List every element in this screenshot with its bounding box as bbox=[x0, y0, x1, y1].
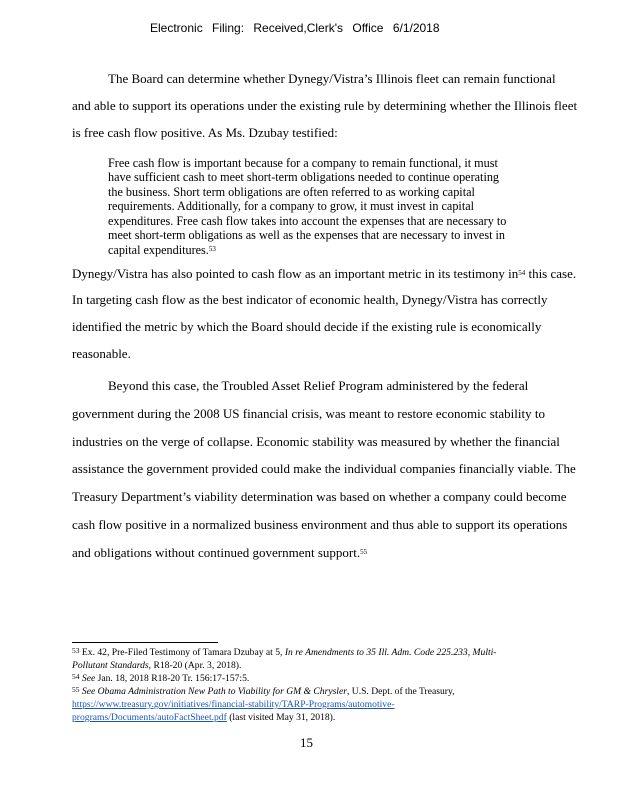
footnote-54 bbox=[72, 673, 249, 685]
body-line: identified the metric by which the Board should decide if the existing rule is economically bbox=[72, 319, 542, 334]
footnote-ref[interactable]: 55 bbox=[360, 548, 368, 556]
footnote-text: , R18-20 (Apr. 3, 2018). bbox=[148, 660, 242, 671]
body-line bbox=[72, 266, 576, 281]
footnote-link[interactable]: https://www.treasury.gov/initiatives/financial-stability/TARP-Programs/automotive- bbox=[72, 699, 395, 710]
footnote-number: 55 bbox=[72, 685, 80, 694]
body-line: government during the 2008 US financial crisis, was meant to restore economic stability to bbox=[72, 406, 545, 421]
footnote-ref[interactable]: 54 bbox=[518, 269, 526, 277]
quote-line: requirements. Additionally, for a company to grow, it must invest in capital bbox=[108, 199, 474, 213]
body-line: and able to support its operations under the existing rule by determining whether the Illinois fleet bbox=[72, 98, 578, 113]
body-text: and obligations without continued government support. bbox=[72, 545, 361, 560]
footnote-55-cont bbox=[72, 712, 335, 724]
quote-line: have sufficient cash to meet short-term obligations needed to continue operating bbox=[108, 170, 500, 184]
body-line: is free cash flow positive. As Ms. Dzubay testified: bbox=[72, 125, 338, 140]
footnote-citation: In re Amendments to 35 Ill. Adm. Code 225.233, Multi- bbox=[284, 647, 497, 658]
page-number: 15 bbox=[300, 735, 313, 750]
body-line: Treasury Department’s viability determination was based on whether a company could become bbox=[72, 489, 567, 504]
body-line: cash flow positive in a normalized business environment and thus able to support its operations bbox=[72, 517, 568, 532]
filing-header: Electronic Filing: Received,Clerk's Office 6/1/2018 bbox=[150, 21, 440, 35]
footnote-citation: See Obama Administration New Path to Viability for GM & Chrysler bbox=[81, 686, 347, 697]
footnote-signal: See bbox=[81, 673, 96, 684]
quote-line bbox=[108, 243, 216, 257]
body-line bbox=[72, 545, 367, 560]
footnote-text: Ex. 42, Pre-Filed Testimony of Tamara Dzubay at 5, bbox=[81, 647, 285, 658]
footnote-text: Jan. 18, 2018 R18-20 Tr. 156:17-157:5. bbox=[95, 673, 250, 684]
footnote-link[interactable]: programs/Documents/autoFactSheet.pdf bbox=[72, 712, 227, 723]
quote-text: capital expenditures. bbox=[108, 243, 209, 257]
footnote-separator bbox=[72, 642, 218, 643]
quote-line: the business. Short term obligations are often referred to as working capital bbox=[108, 185, 475, 199]
body-line: Beyond this case, the Troubled Asset Relief Program administered by the federal bbox=[108, 378, 529, 393]
quote-line: Free cash flow is important because for a company to remain functional, it must bbox=[108, 156, 498, 170]
quote-line: meet short-term obligations as well as the expenses that are necessary to invest in bbox=[108, 228, 505, 242]
body-line: assistance the government provided could make the individual companies financially viable. The bbox=[72, 461, 576, 476]
footnote-53 bbox=[72, 647, 497, 659]
body-line: reasonable. bbox=[72, 346, 131, 361]
footnote-text: (last visited May 31, 2018). bbox=[226, 712, 336, 723]
footnote-citation: Pollutant Standards bbox=[72, 660, 149, 671]
footnote-text: , U.S. Dept. of the Treasury, bbox=[346, 686, 455, 697]
body-line: In targeting cash flow as the best indicator of economic health, Dynegy/Vistra has correctly bbox=[72, 292, 548, 307]
quote-line: expenditures. Free cash flow takes into account the expenses that are necessary to bbox=[108, 214, 507, 228]
footnote-ref[interactable]: 53 bbox=[208, 245, 216, 253]
footnote-number: 54 bbox=[72, 672, 80, 681]
body-text: Dynegy/Vistra has also pointed to cash flow as an important metric in its testimony in bbox=[72, 266, 519, 281]
footnote-53-cont bbox=[72, 660, 241, 672]
footnote-number: 53 bbox=[72, 646, 80, 655]
footnote-55 bbox=[72, 686, 455, 698]
body-line: industries on the verge of collapse. Economic stability was measured by whether the financial bbox=[72, 434, 560, 449]
body-text: this case. bbox=[528, 266, 577, 281]
body-line: The Board can determine whether Dynegy/Vistra’s Illinois fleet can remain functional bbox=[108, 71, 556, 86]
